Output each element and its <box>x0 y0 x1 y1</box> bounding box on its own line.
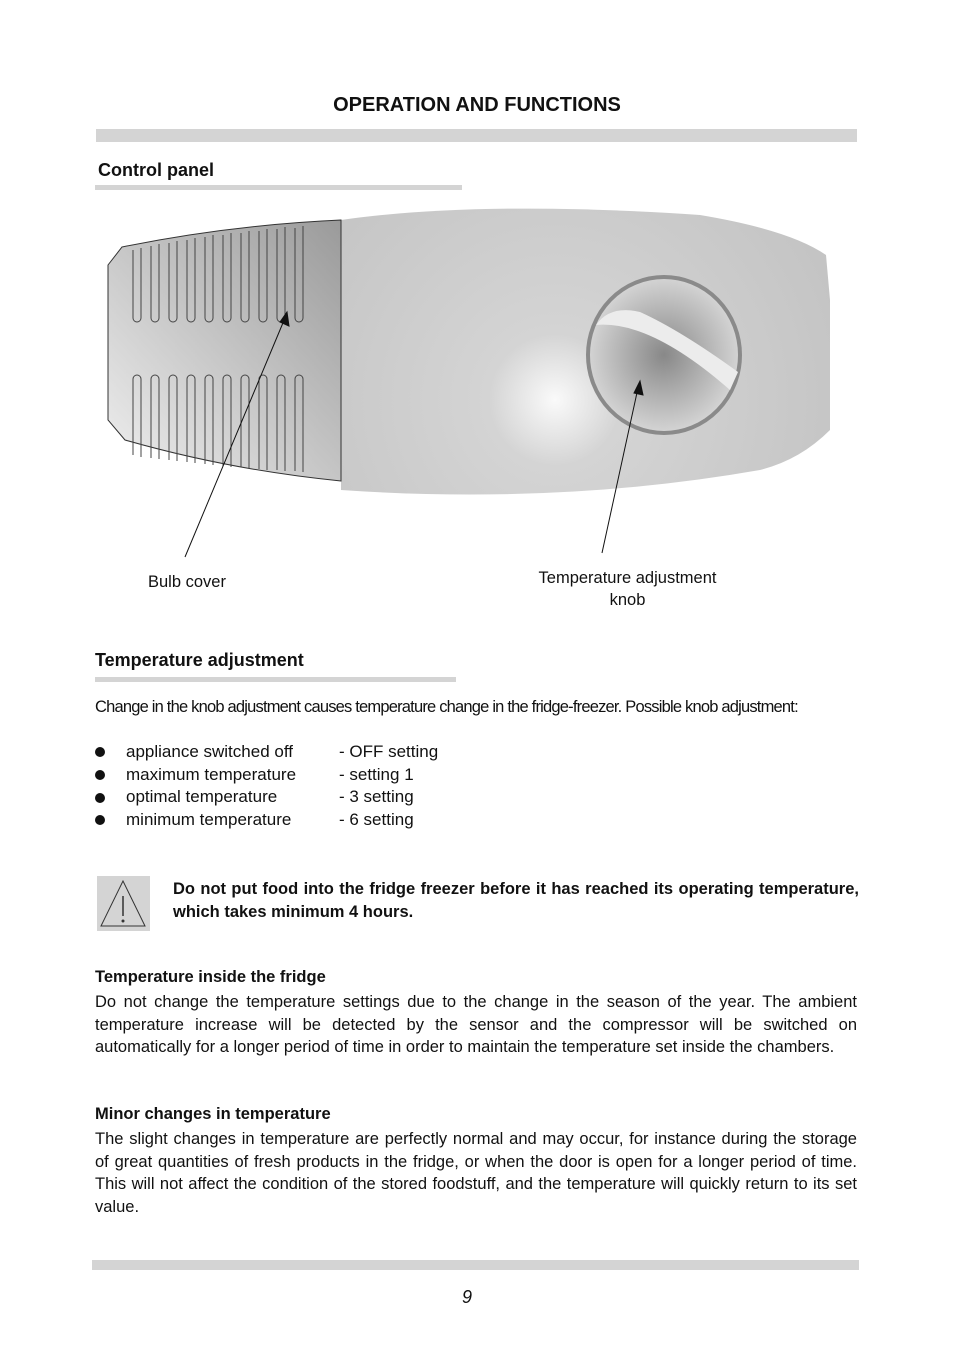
control-panel-illustration <box>0 0 954 620</box>
item-setting: - setting 1 <box>339 764 414 784</box>
bullet-icon <box>95 793 105 803</box>
temperature-knob[interactable] <box>588 277 740 433</box>
item-label: appliance switched off <box>126 742 293 761</box>
heading-underline <box>95 677 456 682</box>
bullet-icon <box>95 747 105 757</box>
page-number: 9 <box>461 1287 472 1307</box>
inside-text: Do not change the temperature settings due to the change in the season of the year. The ambient temperature increase will be detected by the sensor and the compressor will be switched on automatically for a longer period of time in order to maintain the temperature set inside the chambers. <box>95 993 857 1057</box>
item-setting: - OFF setting <box>339 742 439 761</box>
bulb-cover-label: Bulb cover <box>148 573 226 591</box>
bullet-icon <box>95 770 105 780</box>
knob-label <box>520 567 735 611</box>
knob-label-line1: Temperature adjustment <box>538 569 717 587</box>
warning-triangle-icon <box>97 876 150 931</box>
temperature-adjustment-heading: Temperature adjustment <box>95 650 304 670</box>
footer-divider <box>92 1260 859 1270</box>
knob-label-line2: knob <box>609 591 646 609</box>
adjustment-intro: Change in the knob adjustment causes temperature change in the fridge-freezer. Possible knob adjustment: <box>95 698 798 716</box>
bullet-icon <box>95 815 105 825</box>
list-item <box>95 809 438 832</box>
minor-text: The slight changes in temperature are perfectly normal and may occur, for instance during the storage of great quantities of fresh products in the fridge, or when the door is open for a longer period of time. This will not affect the condition of the stored foodstuff, and the temperature will quickly return to its set value. <box>95 1130 857 1217</box>
list-item <box>95 764 438 787</box>
control-panel-heading: Control panel <box>98 160 214 180</box>
list-item <box>95 741 438 764</box>
warning-text: Do not put food into the fridge freezer before it has reached its operating temperature, which takes minimum 4 hours. <box>173 880 859 921</box>
item-setting: - 3 setting <box>339 787 414 807</box>
item-label: minimum temperature <box>126 810 292 830</box>
item-label: optimal temperature <box>126 787 278 807</box>
item-setting: - 6 setting <box>339 810 414 830</box>
list-item <box>95 786 438 809</box>
page-title: OPERATION AND FUNCTIONS <box>333 94 621 116</box>
inside-heading: Temperature inside the fridge <box>95 968 326 986</box>
minor-heading: Minor changes in temperature <box>95 1105 331 1123</box>
item-label: maximum temperature <box>126 764 297 784</box>
settings-list <box>95 741 438 832</box>
